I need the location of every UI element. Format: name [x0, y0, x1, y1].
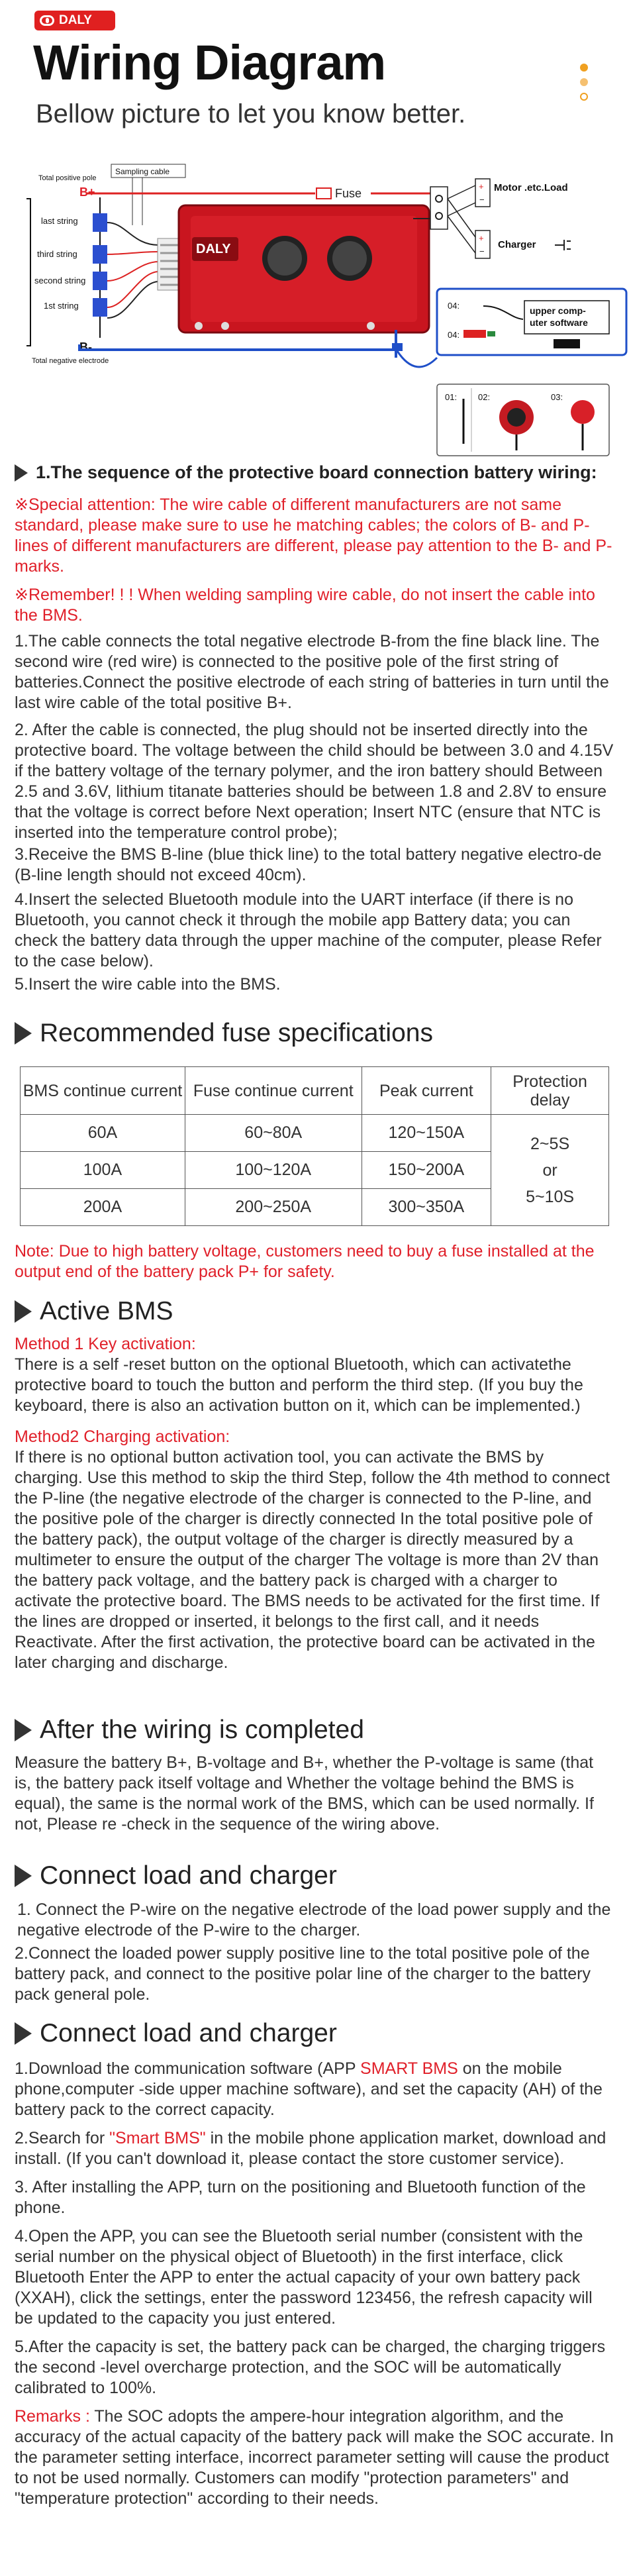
- app-step-3: 3. After installing the APP, turn on the positioning and Bluetooth function of the phone.: [15, 2178, 586, 2217]
- triangle-bullet-icon: [15, 1022, 32, 1045]
- string-label-last: last string: [41, 216, 78, 226]
- delay-line: 2~5S: [530, 1134, 570, 1153]
- connect-app-heading: Connect load and charger: [40, 2019, 337, 2047]
- triangle-bullet-icon: [15, 1719, 32, 1741]
- app-step-5: 5.After the capacity is set, the battery pack can be charged, the charging triggers the second -level overcharge protection, and the SOC will be automatically calibrated to 100%.: [15, 2338, 606, 2397]
- dot-icon: [580, 93, 588, 101]
- table-cell: 200A: [21, 1189, 185, 1226]
- wiring-diagram: [0, 152, 629, 464]
- active-bms-heading: Active BMS: [40, 1297, 173, 1325]
- total-positive-label: Total positive pole: [38, 174, 97, 182]
- fuse-spec-table: [20, 1066, 609, 1226]
- section-connect-app: [15, 2019, 614, 2509]
- total-negative-label: Total negative electrode: [32, 357, 109, 365]
- column-header: Peak current: [362, 1067, 491, 1115]
- string-label-first: 1st string: [44, 301, 79, 311]
- step-text: 3.Receive the BMS B-line (blue thick line) to the total battery negative electro-de (B-line length should not exceed 40cm).: [15, 845, 602, 884]
- step-text: on the mobile phone,computer -side upper machine software), and set the capacity (AH) of the battery pack to the correct capacity.: [15, 2059, 603, 2119]
- step-text: 2.Search for: [15, 2129, 110, 2147]
- wiring-sequence-heading: 1.The sequence of the protective board connection battery wiring:: [36, 462, 597, 482]
- delay-line: or: [542, 1160, 557, 1180]
- charger-label: Charger: [498, 239, 536, 250]
- string-label-third: third string: [37, 249, 77, 259]
- motor-label: Motor .etc.Load: [494, 182, 568, 193]
- upper-software-label-2: uter software: [530, 317, 588, 328]
- step-text: 2. After the cable is connected, the plug should not be inserted directly into the protective board. The voltage between the child should be between 3.0 and 4.15V if the battery voltage of the ternary polymer, and the iron battery should Between 2.5 and 3.6V, lithium titanate batteries should be between 1.8 and 2.8V to ensure that the voltage is correct before Next operation; Insert NTC (ensure that NTC is inserted into the temperature control probe);: [15, 721, 614, 842]
- method1-text: There is a self -reset button on the optional Bluetooth, which can activatethe protective board to touch the button and perform the third step. (If you buy the keyboard, there is also an activation button on it, which can be implemented.): [15, 1355, 583, 1415]
- table-cell: 300~350A: [362, 1189, 491, 1226]
- app-name: "Smart BMS": [109, 2129, 206, 2147]
- table-cell: 200~250A: [185, 1189, 362, 1226]
- bms-board: [179, 205, 429, 333]
- section-heading: [15, 2019, 614, 2048]
- section-active-bms: [15, 1297, 614, 1673]
- column-header: Protection delay: [491, 1067, 609, 1115]
- table-cell: 60~80A: [185, 1115, 362, 1152]
- section-heading: [15, 462, 614, 483]
- remarks-text: The SOC adopts the ampere-hour integration algorithm, and the accuracy of the actual capacity of the battery pack will make the SOC accurate. In the parameter setting interface, incorrect parameter setting will cause the product to not be used normally. Customers can modify "protection parameters" and "temperature protection" according to their needs.: [15, 2407, 614, 2508]
- step-text: 1.Download the communication software (APP: [15, 2059, 361, 2078]
- step-text: in the mobile phone application market, download and install. (If you can't download it, please contact the store customer service).: [15, 2129, 606, 2168]
- page-subtitle: Bellow picture to let you know better.: [36, 99, 466, 129]
- fuse-label: Fuse: [335, 187, 362, 200]
- delay-line: 5~10S: [526, 1187, 575, 1206]
- upper-software-label: upper comp-: [530, 305, 586, 316]
- load-step: 1. Connect the P-wire on the negative electrode of the load power supply and the negative electrode of the P-wire to the charger.: [17, 1900, 611, 1939]
- triangle-bullet-icon: [15, 1865, 32, 1887]
- section-heading: [15, 1019, 614, 1048]
- after-wiring-text: Measure the battery B+, B-voltage and B+, whether the P-voltage is same (that is, the battery pack itself voltage and Whether the voltage behind the BMS is equal), the same is the normal work of the BMS, which can be used normally. If not, Please re -check in the sequence of the wiring above.: [15, 1753, 594, 1833]
- remember-text: ※Remember! ! ! When welding sampling wire cable, do not insert the cable into the BMS.: [15, 586, 595, 625]
- triangle-bullet-icon: [15, 1300, 32, 1323]
- load-step: 2.Connect the loaded power supply positive line to the total positive pole of the battery pack, and connect to the positive polar line of the charger to the battery pack general pole.: [15, 1944, 591, 2004]
- app-name: SMART BMS: [360, 2059, 458, 2078]
- special-attention-text: ※Special attention: The wire cable of different manufacturers are not same standard, please make sure to use he matching cables; the colors of B- and P- lines of different manufacturers are different, please pay attention to the B- and P- marks.: [15, 495, 612, 576]
- table-cell: 100A: [21, 1152, 185, 1189]
- b-plus-label: B+: [79, 185, 95, 199]
- step-text: 1.The cable connects the total negative electrode B-from the fine black line. The second wire (red wire) is connected to the positive pole of the first string of batteries.Connect the positive electrode of each string of batteries in turn until the last wire cable of the total positive B+.: [15, 632, 609, 712]
- svg-text:−: −: [479, 195, 485, 205]
- port-label-04a: 04:: [448, 301, 460, 311]
- board-brand-label: DALY: [196, 242, 231, 256]
- table-cell: 150~200A: [362, 1152, 491, 1189]
- remarks-label: Remarks :: [15, 2407, 95, 2426]
- section-wiring-sequence: [15, 462, 614, 995]
- table-cell: 120~150A: [362, 1115, 491, 1152]
- method1-title: Method 1 Key activation:: [15, 1335, 196, 1353]
- section-heading: [15, 1861, 614, 1890]
- triangle-bullet-icon: [15, 464, 28, 482]
- column-header: BMS continue current: [21, 1067, 185, 1115]
- fuse-heading: Recommended fuse specifications: [40, 1019, 433, 1047]
- module-label-01: 01:: [445, 392, 458, 402]
- remarks: [15, 2406, 614, 2509]
- method2-title: Method2 Charging activation:: [15, 1427, 230, 1446]
- step-text: 5.Insert the wire cable into the BMS.: [15, 975, 281, 994]
- logo-ring-icon: [40, 15, 54, 26]
- module-label-03: 03:: [551, 392, 563, 402]
- svg-text:−: −: [479, 246, 485, 256]
- svg-text:+: +: [479, 181, 484, 191]
- decorative-dots: [580, 64, 589, 107]
- table-cell: 100~120A: [185, 1152, 362, 1189]
- b-minus-label: B-: [79, 340, 92, 354]
- section-after-wiring: [15, 1716, 614, 1835]
- connect-load-heading: Connect load and charger: [40, 1861, 337, 1890]
- app-step-1: [15, 2059, 614, 2120]
- method2-text: If there is no optional button activation tool, you can activate the BMS by charging. Use this method to skip the third Step, follow the 4th method to connect the P-line (the negative electrode of the charger is connected to the P-line, and the positive pole of the charger is directly connected In the total positive pole of the battery pack), the output voltage of the charger is directly measured by a multimeter to ensure the output of the charger The voltage is more than 2V than the battery pack voltage, and the battery pack is charged with a charger to activate the protective board. The BMS needs to be activated for the first time. If the lines are dropped or inserted, it belongs to the first call, and it needs Reactivate. After the first activation, the protective board can be activated in the later charging and discharge.: [15, 1448, 610, 1672]
- dot-icon: [580, 78, 588, 86]
- brand-name: DALY: [59, 13, 92, 27]
- port-label-04b: 04:: [448, 330, 460, 340]
- table-header-row: [21, 1067, 609, 1115]
- app-step-4: 4.Open the APP, you can see the Bluetooth serial number (consistent with the serial number on the physical object of Bluetooth) in the first interface, click Bluetooth Enter the APP to enter the actual capacity of your own battery pack (XXAH), click the settings, enter the password 123456, the refresh capacity will be updated to the capacity you just entered.: [15, 2227, 593, 2328]
- section-heading: [15, 1297, 614, 1326]
- section-heading: [15, 1716, 614, 1745]
- dot-icon: [580, 64, 588, 72]
- battery-strings: [34, 197, 107, 338]
- protection-delay-cell: [491, 1115, 609, 1226]
- fuse-note-block: [15, 1237, 614, 1282]
- daly-logo: [34, 11, 115, 30]
- page-title: Wiring Diagram: [33, 35, 386, 90]
- section-connect-load: [15, 1861, 614, 2005]
- string-label-second: second string: [34, 276, 86, 285]
- module-label-02: 02:: [478, 392, 491, 402]
- app-step-2: [15, 2128, 614, 2169]
- triangle-bullet-icon: [15, 2022, 32, 2045]
- after-wiring-heading: After the wiring is completed: [40, 1716, 364, 1744]
- sampling-cable-label: Sampling cable: [115, 167, 170, 176]
- step-text: 4.Insert the selected Bluetooth module into the UART interface (if there is no Bluetooth, you cannot check it through the mobile app Battery data; you can check the battery data through the upper machine of the computer, please Refer to the case below).: [15, 890, 602, 970]
- column-header: Fuse continue current: [185, 1067, 362, 1115]
- table-cell: 60A: [21, 1115, 185, 1152]
- table-row: [21, 1115, 609, 1152]
- section-fuse: [15, 1019, 614, 1048]
- svg-text:+: +: [479, 233, 484, 243]
- fuse-note: Note: Due to high battery voltage, customers need to buy a fuse installed at the output end of the battery pack P+ for safety.: [15, 1242, 595, 1281]
